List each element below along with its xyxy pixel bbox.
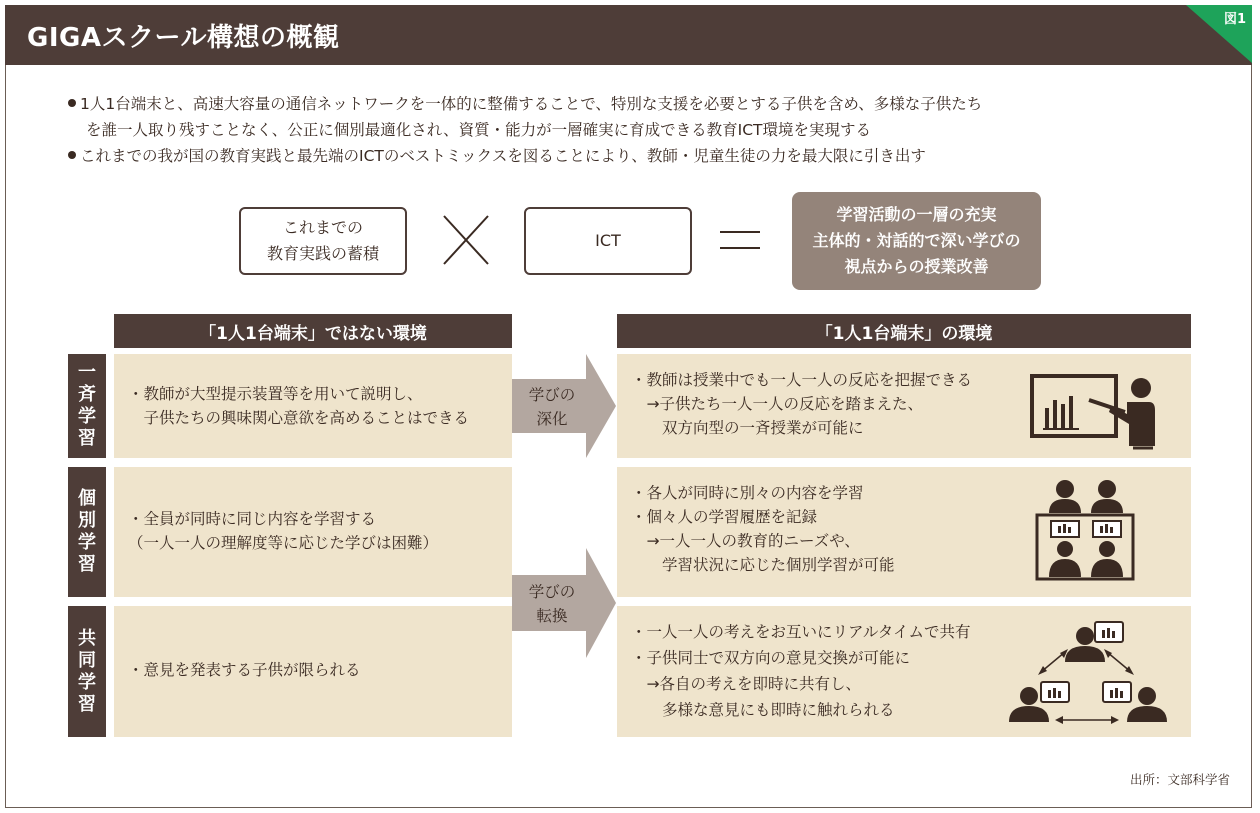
column-header-without-device: 「1人1台端末」ではない環境 bbox=[114, 314, 512, 348]
equation-result-line2: 主体的・対話的で深い学びの bbox=[812, 231, 1021, 250]
bullet-dot bbox=[68, 99, 76, 107]
students-desks-icon bbox=[1033, 479, 1139, 589]
cell-line: ・教師が大型提示装置等を用いて説明し、 bbox=[128, 385, 423, 403]
bullet-2 bbox=[68, 144, 926, 166]
row-label-char: 別 bbox=[78, 510, 96, 531]
row-label-char: 学 bbox=[78, 532, 96, 553]
cell-line: ・全員が同時に同じ内容を学習する bbox=[128, 510, 377, 528]
column-header-with-device: 「1人1台端末」の環境 bbox=[617, 314, 1191, 348]
row-label-whole-class bbox=[68, 354, 106, 458]
bullet-1 bbox=[68, 92, 982, 114]
equation-past-line1: これまでの bbox=[282, 218, 363, 237]
equation-ict-text: ICT bbox=[595, 231, 621, 250]
cell-whole-class-without-device bbox=[114, 354, 512, 458]
row-label-char: 共 bbox=[78, 627, 96, 649]
cell-line: ・意見を発表する子供が限られる bbox=[128, 661, 361, 679]
figure-label: 図1 bbox=[1223, 12, 1246, 27]
cell-line: 学習状況に応じた個別学習が可能 bbox=[631, 556, 895, 574]
cell-line: →一人一人の教育的ニーズや、 bbox=[631, 532, 860, 550]
bullet-1-continued-text: を誰一人取り残すことなく、公正に個別最適化され、資質・能力が一層確実に育成できる教育ICT環境を実現する bbox=[86, 121, 871, 139]
row-label-char: 一 bbox=[78, 362, 96, 383]
title-bar bbox=[5, 5, 1252, 65]
arrow-label-line: 深化 bbox=[536, 410, 568, 428]
cell-collaborative-without-device bbox=[114, 606, 512, 737]
row-label-char: 学 bbox=[78, 671, 96, 693]
equation-result-box bbox=[792, 192, 1041, 290]
arrow-label-line: 学びの bbox=[528, 386, 576, 404]
row-label-char: 学 bbox=[78, 406, 96, 427]
cell-line: ・個々人の学習履歴を記録 bbox=[631, 508, 818, 526]
row-label-char: 習 bbox=[78, 693, 96, 715]
collaborative-sharing-icon bbox=[1007, 616, 1169, 730]
row-label-collaborative bbox=[68, 606, 106, 737]
cell-line: 多様な意見にも即時に触れられる bbox=[631, 701, 895, 719]
cell-line: 双方向型の一斉授業が可能に bbox=[631, 419, 864, 437]
page-title: GIGAスクール構想の概観 bbox=[27, 23, 340, 53]
arrow-label-line: 転換 bbox=[536, 607, 568, 625]
cell-individual-with-device bbox=[617, 467, 1191, 597]
cell-collaborative-with-device bbox=[617, 606, 1191, 737]
equation-result-line3: 視点からの授業改善 bbox=[844, 257, 989, 276]
teacher-presenting-icon bbox=[1029, 368, 1159, 450]
cell-line: →各自の考えを即時に共有し、 bbox=[631, 675, 861, 693]
equals-icon bbox=[720, 229, 760, 253]
bullet-1-text: 1人1台端末と、高速大容量の通信ネットワークを一体的に整備することで、特別な支援を必要とする子供を含め、多様な子供たち bbox=[80, 95, 983, 113]
cell-individual-without-device bbox=[114, 467, 512, 597]
arrow-label-line: 学びの bbox=[528, 583, 576, 601]
cell-line: ・一人一人の考えをお互いにリアルタイムで共有 bbox=[631, 623, 971, 641]
bullet-dot bbox=[68, 151, 76, 159]
equation-past-practice-box bbox=[239, 207, 407, 275]
cell-line: ・教師は授業中でも一人一人の反応を把握できる bbox=[631, 371, 973, 389]
equation-past-line2: 教育実践の蓄積 bbox=[266, 244, 379, 263]
bullet-2-text: これまでの我が国の教育実践と最先端のICTのベストミックスを図ることにより、教師・児童生徒の力を最大限に引き出す bbox=[80, 147, 926, 165]
cell-line: （一人一人の理解度等に応じた学びは困難） bbox=[128, 534, 439, 552]
bullet-1-continued bbox=[86, 118, 871, 140]
cell-whole-class-with-device bbox=[617, 354, 1191, 458]
cell-line: ・各人が同時に別々の内容を学習 bbox=[631, 484, 864, 502]
equation-result-line1: 学習活動の一層の充実 bbox=[836, 205, 997, 224]
row-label-char: 個 bbox=[78, 488, 96, 509]
equation-ict-box bbox=[524, 207, 692, 275]
arrow-deepening-label bbox=[516, 383, 588, 431]
cell-line: →子供たち一人一人の反応を踏まえた、 bbox=[631, 395, 923, 413]
row-label-char: 斉 bbox=[78, 384, 96, 405]
row-label-char: 同 bbox=[78, 649, 96, 671]
cell-line: 子供たちの興味関心意欲を高めることはできる bbox=[128, 409, 470, 427]
row-label-individual bbox=[68, 467, 106, 597]
arrow-transformation-label bbox=[516, 580, 588, 628]
figure-tag bbox=[1186, 5, 1252, 63]
row-label-char: 習 bbox=[78, 428, 96, 449]
source-note: 出所：文部科学省 bbox=[1129, 772, 1230, 787]
row-label-char: 習 bbox=[78, 554, 96, 575]
cell-line: ・子供同士で双方向の意見交換が可能に bbox=[631, 649, 911, 667]
multiply-icon bbox=[442, 214, 490, 266]
